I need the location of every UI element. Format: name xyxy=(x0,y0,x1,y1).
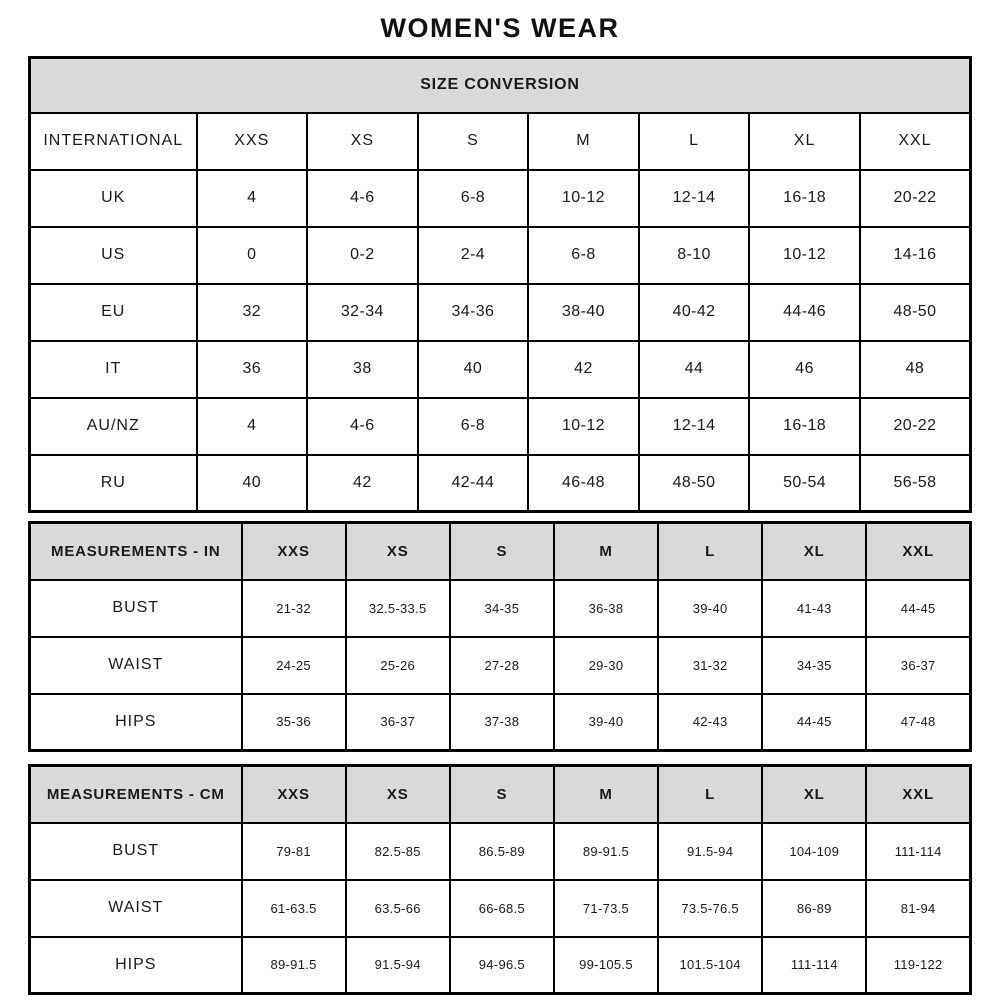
size-column-header: L xyxy=(658,523,762,580)
measurement-value-cell: 35-36 xyxy=(242,694,346,751)
size-value-cell: 4-6 xyxy=(307,170,418,227)
size-value-cell: 40 xyxy=(197,455,308,512)
size-column-header: XL xyxy=(762,523,866,580)
measurement-label: BUST xyxy=(30,580,242,637)
measurement-label: HIPS xyxy=(30,937,242,994)
size-value-cell: 16-18 xyxy=(749,398,860,455)
size-column-header: M xyxy=(554,766,658,823)
measurement-value-cell: 104-109 xyxy=(762,823,866,880)
measurement-value-cell: 94-96.5 xyxy=(450,937,554,994)
row-header-label: INTERNATIONAL xyxy=(30,113,197,170)
size-column-header: S xyxy=(450,766,554,823)
size-column-header: XXL xyxy=(860,113,971,170)
measurements-cm-table xyxy=(28,764,972,995)
size-value-cell: 12-14 xyxy=(639,170,750,227)
measurement-value-cell: 36-37 xyxy=(346,694,450,751)
measurement-label: BUST xyxy=(30,823,242,880)
measurement-value-cell: 89-91.5 xyxy=(242,937,346,994)
size-value-cell: 0-2 xyxy=(307,227,418,284)
measurement-value-cell: 36-37 xyxy=(866,637,970,694)
size-value-cell: 6-8 xyxy=(528,227,639,284)
size-column-header: XL xyxy=(749,113,860,170)
size-column-header: L xyxy=(639,113,750,170)
measurement-value-cell: 21-32 xyxy=(242,580,346,637)
region-label: RU xyxy=(30,455,197,512)
size-value-cell: 34-36 xyxy=(418,284,529,341)
size-column-header: XL xyxy=(762,766,866,823)
table-gap xyxy=(28,752,972,764)
measurement-value-cell: 111-114 xyxy=(866,823,970,880)
size-column-header: XS xyxy=(346,523,450,580)
measurement-value-cell: 119-122 xyxy=(866,937,970,994)
measurement-value-cell: 41-43 xyxy=(762,580,866,637)
size-value-cell: 14-16 xyxy=(860,227,971,284)
measurements-table-title: MEASUREMENTS - IN xyxy=(30,523,242,580)
measurement-value-cell: 111-114 xyxy=(762,937,866,994)
size-value-cell: 56-58 xyxy=(860,455,971,512)
measurement-value-cell: 82.5-85 xyxy=(346,823,450,880)
measurement-value-cell: 34-35 xyxy=(762,637,866,694)
size-column-header: XS xyxy=(346,766,450,823)
size-value-cell: 40 xyxy=(418,341,529,398)
size-column-header: XXS xyxy=(197,113,308,170)
measurement-value-cell: 24-25 xyxy=(242,637,346,694)
measurement-value-cell: 47-48 xyxy=(866,694,970,751)
size-column-header: XS xyxy=(307,113,418,170)
size-value-cell: 4 xyxy=(197,398,308,455)
measurements-table-title: MEASUREMENTS - CM xyxy=(30,766,242,823)
size-value-cell: 32 xyxy=(197,284,308,341)
size-value-cell: 40-42 xyxy=(639,284,750,341)
measurement-value-cell: 81-94 xyxy=(866,880,970,937)
size-value-cell: 6-8 xyxy=(418,170,529,227)
size-column-header: XXL xyxy=(866,766,970,823)
size-column-header: M xyxy=(528,113,639,170)
size-value-cell: 6-8 xyxy=(418,398,529,455)
size-value-cell: 44 xyxy=(639,341,750,398)
measurement-label: HIPS xyxy=(30,694,242,751)
page-title: WOMEN'S WEAR xyxy=(380,13,620,43)
measurement-value-cell: 25-26 xyxy=(346,637,450,694)
region-label: AU/NZ xyxy=(30,398,197,455)
size-value-cell: 46-48 xyxy=(528,455,639,512)
region-label: IT xyxy=(30,341,197,398)
measurement-label: WAIST xyxy=(30,880,242,937)
size-value-cell: 12-14 xyxy=(639,398,750,455)
size-column-header: XXS xyxy=(242,766,346,823)
measurement-value-cell: 79-81 xyxy=(242,823,346,880)
measurements-in-table xyxy=(28,521,972,752)
size-value-cell: 48-50 xyxy=(860,284,971,341)
measurement-value-cell: 71-73.5 xyxy=(554,880,658,937)
size-column-header: S xyxy=(450,523,554,580)
size-column-header: S xyxy=(418,113,529,170)
measurement-label: WAIST xyxy=(30,637,242,694)
measurement-value-cell: 66-68.5 xyxy=(450,880,554,937)
size-value-cell: 38-40 xyxy=(528,284,639,341)
measurement-value-cell: 42-43 xyxy=(658,694,762,751)
size-column-header: M xyxy=(554,523,658,580)
measurement-value-cell: 31-32 xyxy=(658,637,762,694)
size-value-cell: 10-12 xyxy=(528,170,639,227)
size-value-cell: 16-18 xyxy=(749,170,860,227)
measurement-value-cell: 39-40 xyxy=(658,580,762,637)
size-value-cell: 20-22 xyxy=(860,170,971,227)
size-column-header: L xyxy=(658,766,762,823)
measurement-value-cell: 27-28 xyxy=(450,637,554,694)
size-value-cell: 2-4 xyxy=(418,227,529,284)
region-label: UK xyxy=(30,170,197,227)
table-gap xyxy=(28,513,972,521)
measurement-value-cell: 73.5-76.5 xyxy=(658,880,762,937)
measurement-value-cell: 34-35 xyxy=(450,580,554,637)
measurement-value-cell: 99-105.5 xyxy=(554,937,658,994)
size-conversion-table xyxy=(28,56,972,513)
size-value-cell: 4 xyxy=(197,170,308,227)
measurement-value-cell: 44-45 xyxy=(866,580,970,637)
measurement-value-cell: 39-40 xyxy=(554,694,658,751)
size-value-cell: 8-10 xyxy=(639,227,750,284)
size-value-cell: 10-12 xyxy=(528,398,639,455)
size-value-cell: 0 xyxy=(197,227,308,284)
size-value-cell: 50-54 xyxy=(749,455,860,512)
size-value-cell: 36 xyxy=(197,341,308,398)
size-value-cell: 42-44 xyxy=(418,455,529,512)
size-value-cell: 20-22 xyxy=(860,398,971,455)
measurement-value-cell: 29-30 xyxy=(554,637,658,694)
size-value-cell: 42 xyxy=(307,455,418,512)
measurement-value-cell: 37-38 xyxy=(450,694,554,751)
region-label: US xyxy=(30,227,197,284)
size-value-cell: 48 xyxy=(860,341,971,398)
measurement-value-cell: 91.5-94 xyxy=(346,937,450,994)
size-value-cell: 32-34 xyxy=(307,284,418,341)
size-column-header: XXL xyxy=(866,523,970,580)
size-value-cell: 4-6 xyxy=(307,398,418,455)
size-value-cell: 44-46 xyxy=(749,284,860,341)
size-value-cell: 10-12 xyxy=(749,227,860,284)
measurement-value-cell: 32.5-33.5 xyxy=(346,580,450,637)
measurement-value-cell: 89-91.5 xyxy=(554,823,658,880)
size-value-cell: 42 xyxy=(528,341,639,398)
measurement-value-cell: 86-89 xyxy=(762,880,866,937)
size-column-header: XXS xyxy=(242,523,346,580)
measurement-value-cell: 91.5-94 xyxy=(658,823,762,880)
size-value-cell: 48-50 xyxy=(639,455,750,512)
size-value-cell: 38 xyxy=(307,341,418,398)
measurement-value-cell: 86.5-89 xyxy=(450,823,554,880)
measurement-value-cell: 36-38 xyxy=(554,580,658,637)
measurement-value-cell: 63.5-66 xyxy=(346,880,450,937)
measurement-value-cell: 44-45 xyxy=(762,694,866,751)
region-label: EU xyxy=(30,284,197,341)
size-conversion-header: SIZE CONVERSION xyxy=(30,58,971,113)
measurement-value-cell: 101.5-104 xyxy=(658,937,762,994)
measurement-value-cell: 61-63.5 xyxy=(242,880,346,937)
size-value-cell: 46 xyxy=(749,341,860,398)
